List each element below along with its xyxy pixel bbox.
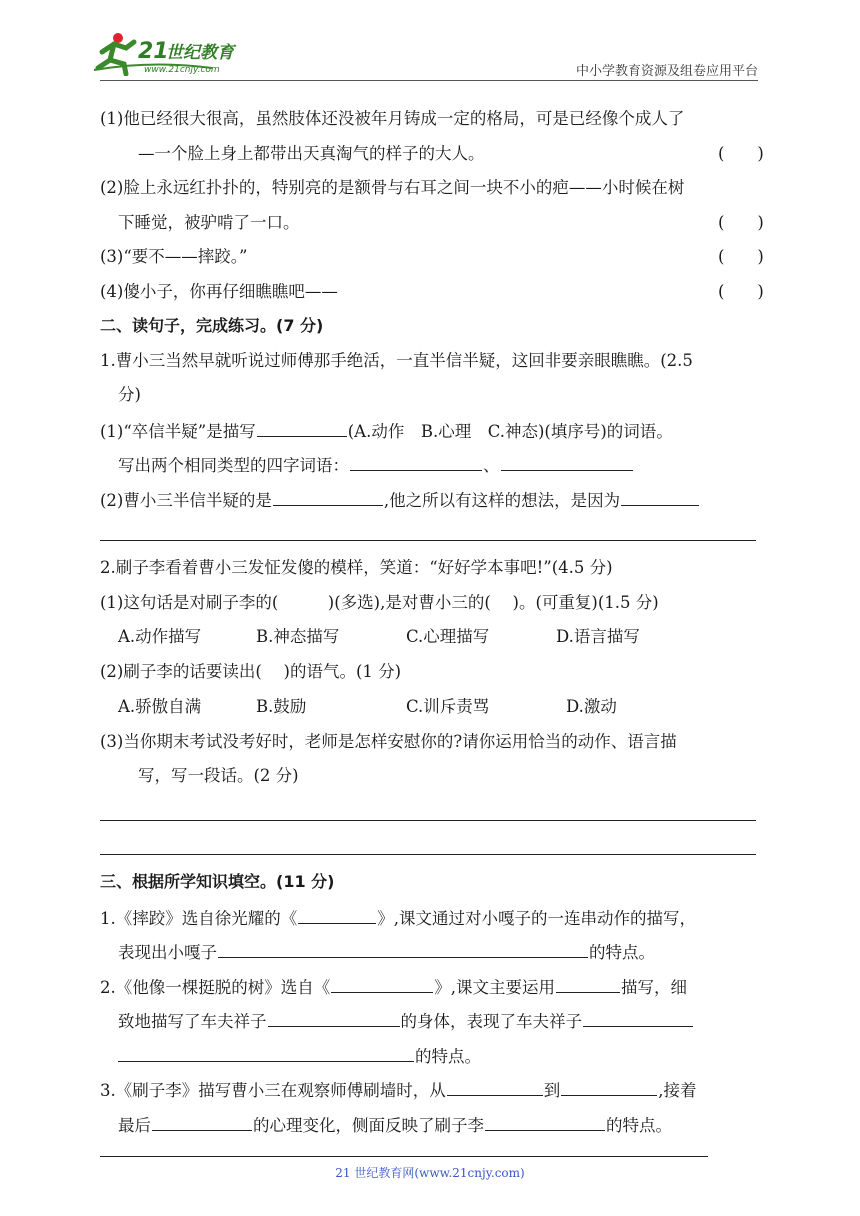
q3-text: (3)“要不——摔跤。” — [100, 247, 248, 266]
s2-q1-2-blank-b[interactable] — [621, 487, 699, 506]
s2-q1-1-blank[interactable] — [257, 418, 347, 437]
option-d[interactable]: D.激动 — [566, 697, 617, 716]
s3-q3-b-suffix: 的特点。 — [606, 1116, 672, 1135]
s3-q3-to-blank[interactable] — [561, 1077, 657, 1096]
s2-q2-1-text: (1)这句话是对刷子李的( )(多选),是对曹小三的( )。(可重复)(1.5 分) — [100, 593, 659, 612]
s3-q1-book-blank[interactable] — [298, 905, 376, 924]
s3-q2-mid: 》,课文主要运用 — [434, 978, 555, 997]
s3-q3-line-a — [100, 1077, 697, 1103]
svg-text:www.21cnjy.com: www.21cnjy.com — [144, 65, 220, 75]
s2-q1-1-prefix: (1)“卒信半疑”是描写 — [100, 422, 256, 441]
s2-q1-2-mid: ,他之所以有这样的想法，是因为 — [383, 491, 621, 510]
s3-q3-line-b — [118, 1112, 672, 1138]
s3-q2-line-b — [118, 1008, 694, 1034]
s3-q2-line-c — [118, 1043, 481, 1069]
site-logo — [92, 30, 262, 76]
header-divider — [100, 80, 758, 81]
s2-word-blank-2[interactable] — [501, 452, 633, 471]
s3-q1-suffix: 》,课文通过对小嘎子的一连串动作的描写， — [377, 909, 696, 928]
s2-q1-2-prefix: (2)曹小三半信半疑的是 — [100, 491, 272, 510]
q2-text-b: 下睡觉，被驴啃了一口。 — [118, 213, 300, 232]
s2-q1-2 — [100, 487, 700, 513]
s3-q2-method-blank[interactable] — [556, 974, 620, 993]
s2-q2-2-text: (2)刷子李的话要读出( )的语气。(1 分) — [100, 662, 402, 681]
s2-q1-2-answer-line[interactable] — [100, 540, 756, 541]
s3-q1-trait-blank[interactable] — [218, 939, 588, 958]
section-3-title: 三、根据所学知识填空。(11 分) — [100, 872, 335, 891]
page-header — [0, 0, 860, 90]
writing-line-1[interactable] — [100, 820, 756, 821]
s3-q2-book-blank[interactable] — [331, 974, 433, 993]
section-2-title: 二、读句子，完成练习。(7 分) — [100, 316, 324, 335]
s2-q2-text: 2.刷子李看着曹小三发怔发傻的模样，笑道：“好好学本事吧!”(4.5 分) — [100, 558, 613, 577]
s3-q2-line-a — [100, 974, 687, 1000]
q4-answer-paren[interactable]: ( ) — [718, 282, 764, 301]
option-a[interactable]: A.动作描写 — [118, 627, 202, 646]
s2-word-separator: 、 — [483, 456, 500, 475]
q3-answer-paren[interactable]: ( ) — [718, 247, 764, 266]
q1-answer-paren[interactable]: ( ) — [718, 144, 764, 163]
s3-q3-b-prefix: 最后 — [118, 1116, 151, 1135]
s3-q3-b-mid: 的心理变化，侧面反映了刷子李 — [253, 1116, 484, 1135]
s3-q2-b-mid: 的身体，表现了车夫祥子 — [400, 1012, 582, 1031]
svg-text:21: 21 — [138, 39, 169, 64]
s2-q2-3-text-b: 写，写一段话。(2 分) — [138, 766, 299, 785]
option-c[interactable]: C.训斥责骂 — [406, 697, 490, 716]
s2-q2-1-options — [100, 625, 760, 649]
option-b[interactable]: B.神态描写 — [256, 627, 340, 646]
s2-q1-1-words — [118, 452, 634, 478]
s2-q1-text-b: 分) — [118, 385, 141, 404]
svg-text:世纪教育: 世纪教育 — [166, 43, 234, 63]
s3-q1-b-prefix: 表现出小嘎子 — [118, 943, 217, 962]
s2-q1-1 — [100, 418, 673, 444]
s2-q1-1-suffix: (A.动作 B.心理 C.神态)(填序号)的词语。 — [347, 422, 673, 441]
q4-text: (4)傻小子，你再仔细瞧瞧吧—— — [100, 282, 338, 301]
footer-divider — [100, 1156, 708, 1157]
page-footer: 21 世纪教育网(www.21cnjy.com) — [335, 1166, 525, 1180]
s3-q2-trait-blank-b[interactable] — [118, 1043, 414, 1062]
s3-q2-suffix: 描写，细 — [621, 978, 687, 997]
writing-line-2[interactable] — [100, 854, 756, 855]
s3-q3-prefix: 3.《刷子李》描写曹小三在观察师傅刷墙时，从 — [100, 1081, 446, 1100]
s3-q3-from-blank[interactable] — [447, 1077, 543, 1096]
s3-q1-line-b — [118, 939, 655, 965]
s3-q3-to: 到 — [543, 1081, 561, 1100]
option-b[interactable]: B.鼓励 — [256, 697, 307, 716]
s3-q2-c-suffix: 的特点。 — [415, 1047, 481, 1066]
q1-text-b: —一个脸上身上都带出天真淘气的样子的大人。 — [138, 144, 485, 163]
s3-q2-body-blank[interactable] — [268, 1008, 400, 1027]
s2-q2-3-text-a: (3)当你期末考试没考好时，老师是怎样安慰你的?请你运用恰当的动作、语言描 — [100, 732, 677, 751]
s2-q1-1-words-label: 写出两个相同类型的四字词语： — [118, 456, 349, 475]
option-c[interactable]: C.心理描写 — [406, 627, 490, 646]
s3-q3-last-blank[interactable] — [152, 1112, 252, 1131]
s3-q2-b-prefix: 致地描写了车夫祥子 — [118, 1012, 267, 1031]
s3-q1-prefix: 1.《摔跤》选自徐光耀的《 — [100, 909, 298, 928]
q2-text-a: (2)脸上永远红扑扑的，特别亮的是额骨与右耳之间一块不小的疤——小时候在树 — [100, 178, 685, 197]
s2-word-blank-1[interactable] — [350, 452, 482, 471]
option-a[interactable]: A.骄傲自满 — [118, 697, 202, 716]
platform-title: 中小学教育资源及组卷应用平台 — [575, 64, 758, 79]
s3-q3-trait-blank[interactable] — [485, 1112, 605, 1131]
s2-q2-2-options — [100, 695, 760, 719]
option-d[interactable]: D.语言描写 — [556, 627, 640, 646]
s3-q1-line-a — [100, 905, 696, 931]
s2-q1-text-a: 1.曹小三当然早就听说过师傅那手绝活，一直半信半疑，这回非要亲眼瞧瞧。(2.5 — [100, 351, 693, 370]
q2-answer-paren[interactable]: ( ) — [718, 213, 764, 232]
s3-q2-trait-blank-a[interactable] — [583, 1008, 693, 1027]
q1-text-a: (1)他已经很大很高，虽然肢体还没被年月铸成一定的格局，可是已经像个成人了 — [100, 109, 685, 128]
s3-q2-prefix: 2.《他像一棵挺脱的树》选自《 — [100, 978, 331, 997]
s3-q3-next: ,接着 — [658, 1081, 697, 1100]
s2-q1-2-blank-a[interactable] — [273, 487, 383, 506]
s3-q1-b-suffix: 的特点。 — [589, 943, 655, 962]
